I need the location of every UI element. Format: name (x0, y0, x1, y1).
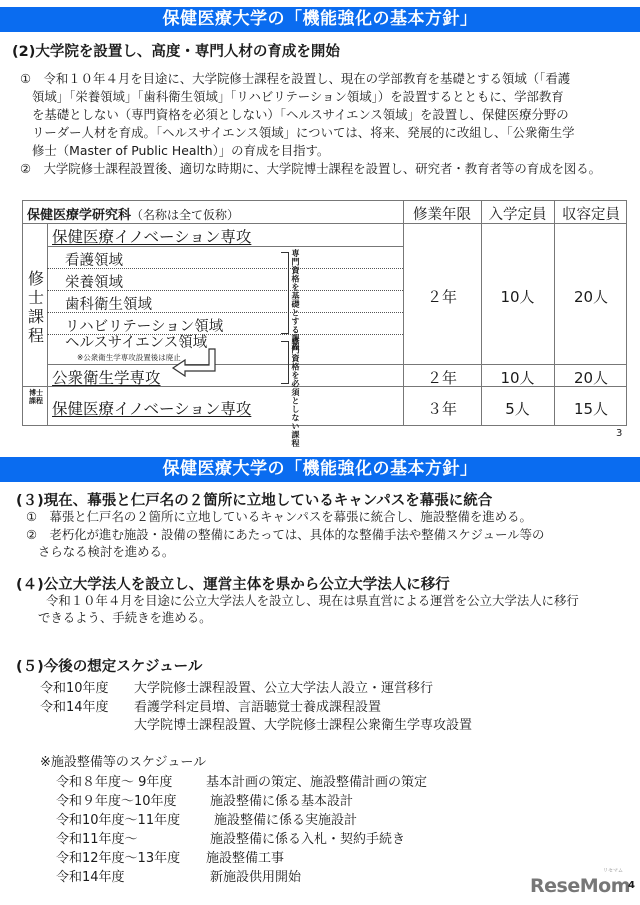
row1-admission: 10人 (500, 288, 535, 306)
field-health-science: ヘルスサイエンス領域 (65, 335, 208, 351)
page-number: 3 (616, 428, 623, 439)
facility-item: 新施設供用開始 (210, 870, 302, 885)
resemom-watermark-logo: ReseMom (530, 875, 630, 897)
doctor-major-health-innovation: 保健医療イノベーション専攻 (52, 400, 252, 418)
watermark-small-text: リセマム (603, 868, 623, 874)
doctor-course-label: 博士課程 (29, 389, 43, 405)
paragraph-line: ① 令和１０年４月を目途に、大学院修士課程を設置し、現在の学部教育を基礎とする領域（「看護 (20, 71, 571, 86)
section3-line: ② 老朽化が進む施設・設備の整備にあたっては、具体的な整備手法や整備スケジュール等の (26, 527, 545, 542)
paragraph-line: 領域」「栄養領域」「歯科衛生領域」「リハビリテーション領域」）を設置するとともに、学部教育 (32, 89, 564, 104)
facility-year: 令和11年度～ (56, 832, 138, 847)
page-number: 4 (628, 880, 635, 891)
facility-item: 施設整備工事 (206, 851, 285, 866)
section3-heading: (３)現在、幕張と仁戸名の２箇所に立地しているキャンパスを幕張に統合 (16, 493, 493, 509)
table-title-bold: 保健医療学研究科 (27, 208, 132, 223)
facility-schedule-heading: ※施設整備等のスケジュール (40, 755, 207, 770)
schedule-item: 大学院修士課程設置、公立大学法人設立・運営移行 (134, 681, 434, 696)
schedule-item: 大学院博士課程設置、大学院修士課程公衆衛生学専攻設置 (134, 718, 473, 733)
facility-item: 施設整備に係る基本設計 (210, 794, 354, 809)
section3-line: さらなる検討を進める。 (38, 544, 175, 559)
field-dental-hygiene: 歯科衛生領域 (65, 297, 152, 313)
paragraph-line: を基礎としない（専門資格を必須としない）「ヘルスサイエンス領域」を設置し、保健医療分野の (32, 107, 569, 122)
bracket-icon (281, 252, 289, 334)
facility-item: 施設整備に係る入札・契約手続き (210, 832, 406, 847)
slide2-banner-title: 保健医療大学の「機能強化の基本方針」 (0, 457, 640, 482)
section5-heading: (５)今後の想定スケジュール (16, 659, 203, 675)
master-course-label: 修士課程 (27, 269, 44, 345)
facility-year: 令和14年度 (56, 870, 125, 885)
row3-capacity: 15人 (573, 400, 609, 418)
arrow-icon (171, 347, 219, 381)
header-years: 修業年限 (413, 207, 471, 223)
paragraph-line: 修士（Master of Public Health）」の育成を目指す。 (32, 143, 330, 158)
section4-line: 令和１０年４月を目途に公立大学法人を設立し、現在は県直営による運営を公立大学法人に移行 (46, 593, 579, 608)
paragraph-line: ② 大学院修士課程設置後、適切な時期に、大学院博士課程を設置し、研究者・教育者等の育成を図る。 (20, 161, 602, 176)
section2-heading: (2)大学院を設置し、高度・専門人材の育成を開始 (12, 44, 340, 60)
facility-year: 令和９年度～10年度 (56, 794, 177, 809)
facility-year: 令和８年度～ 9年度 (56, 775, 173, 790)
column-divider (47, 223, 48, 425)
column-divider (481, 201, 482, 425)
facility-item: 施設整備に係る実施設計 (214, 813, 358, 828)
column-divider (403, 201, 404, 425)
row2-years: ２年 (426, 369, 457, 387)
field-nutrition: 栄養領域 (65, 275, 123, 291)
major-health-innovation: 保健医療イノベーション専攻 (52, 228, 252, 246)
slide1-banner-title: 保健医療大学の「機能強化の基本方針」 (0, 7, 640, 32)
facility-year: 令和10年度～11年度 (56, 813, 181, 828)
column-divider (554, 201, 555, 425)
health-science-note: ※公衆衛生学専攻設置後は廃止 (77, 353, 181, 362)
section3-line: ① 幕張と仁戸名の２箇所に立地しているキャンパスを幕張に統合し、施設整備を進める。 (26, 509, 532, 524)
field-nursing: 看護領域 (65, 253, 123, 269)
bracket-icon (281, 341, 289, 384)
field-rehabilitation: リハビリテーション領域 (65, 319, 224, 335)
facility-item: 基本計画の策定、施設整備計画の策定 (206, 775, 428, 790)
row3-years: ３年 (426, 400, 457, 418)
row3-admission: 5人 (505, 400, 530, 418)
section4-heading: (４)公立大学法人を設立し、運営主体を県から公立大学法人に移行 (16, 577, 450, 593)
row1-capacity: 20人 (573, 288, 609, 306)
table-title-note: （名称は全て仮称） (131, 208, 240, 222)
major-public-health: 公衆衛生学専攻 (52, 369, 161, 387)
schedule-year: 令和10年度 (40, 681, 109, 696)
header-capacity: 収容定員 (562, 207, 620, 223)
bracket-label-qualification-not-required: 専門資格を必須としない課程 (291, 337, 300, 448)
table-title (27, 204, 239, 223)
row1-years: ２年 (426, 288, 457, 306)
header-admission: 入学定員 (488, 207, 547, 223)
row2-capacity: 20人 (573, 369, 609, 387)
paragraph-line: リーダー人材を育成。「ヘルスサイエンス領域」については、将来、発展的に改組し、「公衆衛生学 (32, 125, 575, 140)
section4-line: できるよう、手続きを進める。 (38, 610, 212, 625)
row2-admission: 10人 (500, 369, 535, 387)
bracket-label-qualification-based: 専門資格を基礎とする課程 (291, 249, 300, 351)
schedule-item: 看護学科定員増、言語聴覚士養成課程設置 (134, 700, 382, 715)
graduate-program-table (22, 200, 627, 448)
schedule-year: 令和14年度 (40, 700, 109, 715)
facility-year: 令和12年度～13年度 (56, 851, 181, 866)
row-divider (47, 364, 626, 365)
